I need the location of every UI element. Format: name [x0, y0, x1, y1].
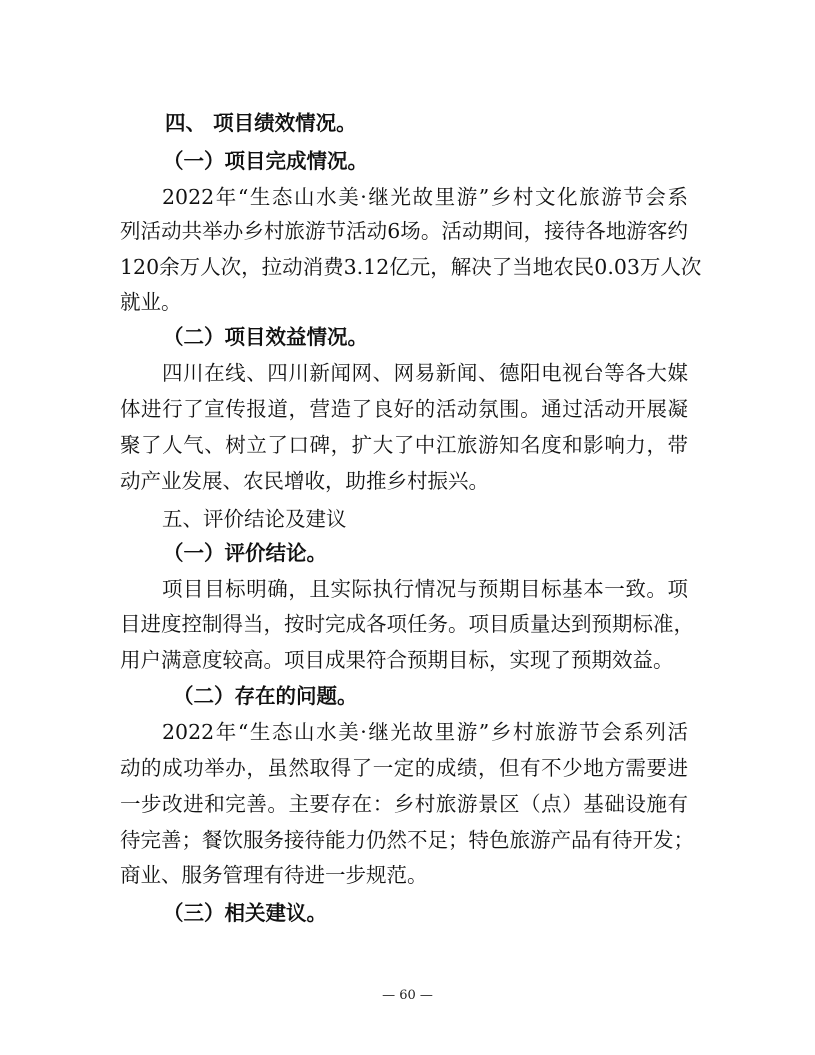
section-heading-5: 五、评价结论及建议	[162, 507, 347, 531]
paragraph-line: 用户满意度较高。项目成果符合预期目标，实现了预期效益。	[120, 648, 674, 672]
paragraph-line: 四川在线、四川新闻网、网易新闻、德阳电视台等各大媒	[162, 361, 688, 385]
paragraph-line: 体进行了宣传报道，营造了良好的活动氛围。通过活动开展凝	[120, 397, 688, 421]
page-number: — 60 —	[382, 988, 433, 1003]
subheading-completion: （一）项目完成情况。	[163, 149, 368, 173]
subheading-benefit: （二）项目效益情况。	[163, 325, 368, 349]
paragraph-line: 聚了人气、树立了口碑，扩大了中江旅游知名度和影响力，带	[120, 433, 688, 457]
paragraph-line: 就业。	[120, 290, 182, 314]
section-heading-4: 四、 项目绩效情况。	[165, 111, 357, 135]
subheading-conclusion: （一）评价结论。	[163, 541, 327, 565]
subheading-suggestions: （三）相关建议。	[163, 901, 327, 925]
paragraph-line: 待完善；餐饮服务接待能力仍然不足；特色旅游产品有待开发；	[120, 828, 694, 852]
paragraph-line: 列活动共举办乡村旅游节活动6场。活动期间，接待各地游客约	[120, 219, 688, 243]
paragraph-line: 商业、服务管理有待进一步规范。	[120, 863, 428, 887]
paragraph-line: 一步改进和完善。主要存在：乡村旅游景区（点）基础设施有	[120, 792, 688, 816]
subheading-problems: （二）存在的问题。	[173, 684, 358, 708]
paragraph-line: 120余万人次，拉动消费3.12亿元，解决了当地农民0.03万人次	[120, 255, 702, 279]
paragraph-line: 动的成功举办，虽然取得了一定的成绩，但有不少地方需要进	[120, 756, 688, 780]
paragraph-line: 动产业发展、农民增收，助推乡村振兴。	[120, 469, 489, 493]
paragraph-line: 项目目标明确，且实际执行情况与预期目标基本一致。项	[162, 577, 688, 601]
paragraph-line: 2022年“生态山水美·继光故里游”乡村文化旅游节会系	[162, 185, 688, 209]
paragraph-line: 2022年“生态山水美·继光故里游”乡村旅游节会系列活	[162, 720, 688, 744]
paragraph-line: 目进度控制得当，按时完成各项任务。项目质量达到预期标准，	[120, 612, 694, 636]
